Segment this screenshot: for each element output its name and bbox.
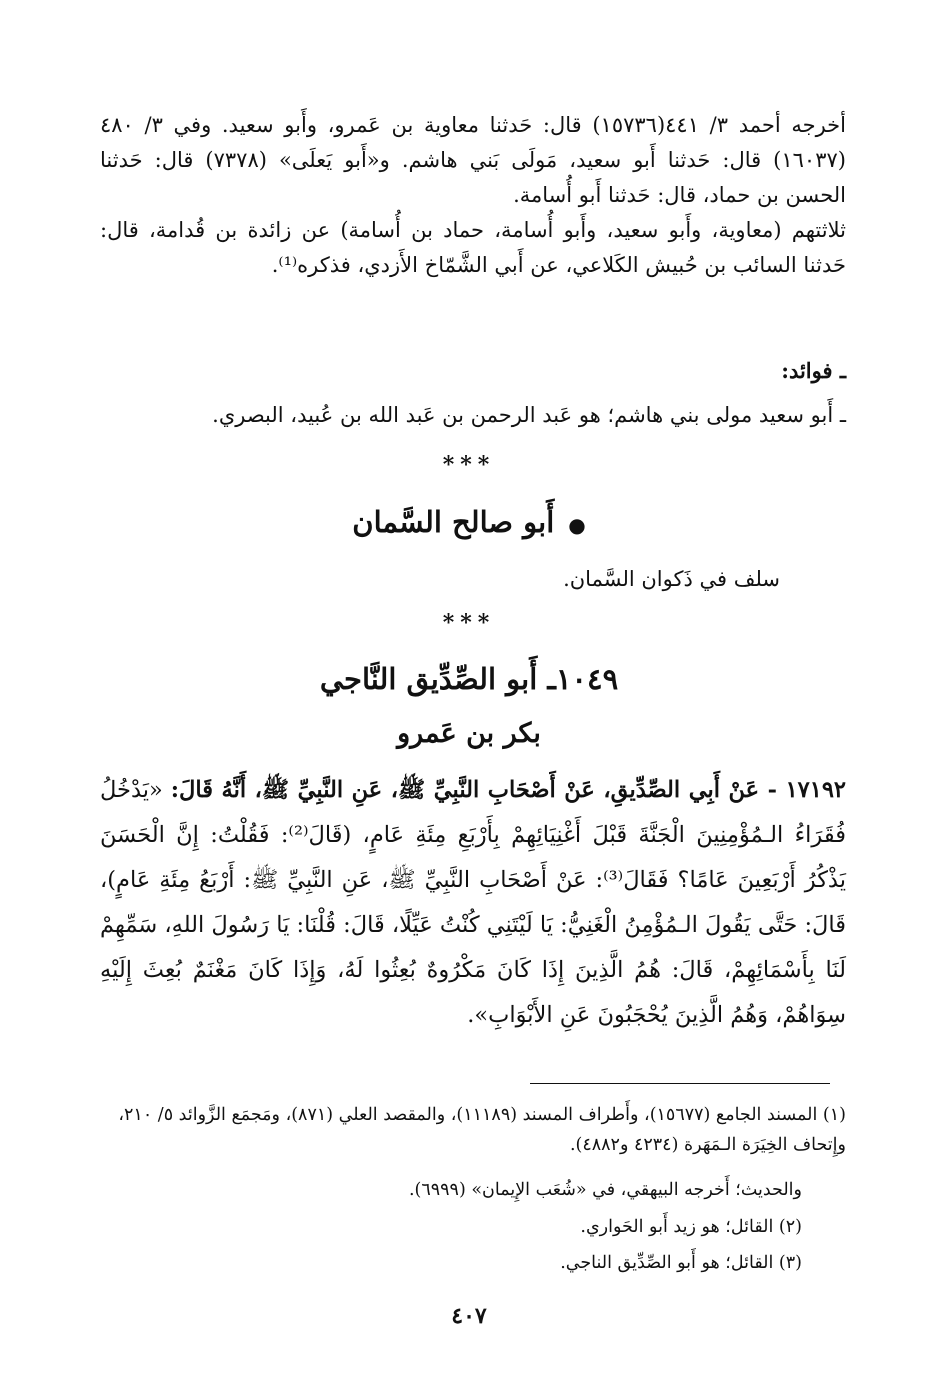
- bullet-icon: ●: [568, 513, 586, 537]
- narrator-name: أَبو صالح السَّمان: [352, 505, 555, 539]
- page-number: ٤٠٧: [451, 1303, 487, 1329]
- footnote-1: (١) المسند الجامع (١٥٦٧٧)، وأَطراف المسند (١١١٨٩)، والمقصد العلي (٨٧١)، ومَجمَع الزَّوائد ٥/ ٢١٠، وإِتحاف الخِيَرَة الـمَهَرة (٤٢٣٤ و٤٨٨٢).: [118, 1105, 846, 1155]
- narrator-subtitle: بكر بن عَمرو: [397, 718, 541, 749]
- footnote-2: (٢) القائل؛ هو زيد أَبو الحَواري.: [580, 1217, 802, 1237]
- section-separator: ***: [442, 452, 496, 478]
- fawaid-heading: ـ فوائد:: [781, 358, 846, 383]
- hadith-matn: «يَدْخُلُ فُقَرَاءُ الـمُؤْمِنِينَ الْجَنَّةَ قَبْلَ أَغْنِيَائِهِمْ بِأَرْبَعِ مِئَةِ عَامٍ، (قَالَ⁽²⁾: فَقُلْتُ: إِنَّ الْحَسَنَ يَذْكُرُ أَرْبَعِينَ عَامًا؟ فَقَالَ⁽³⁾: عَنْ أَصْحَابِ النَّبِيِّ ﷺ، عَنِ النَّبِيِّ ﷺ: أَرْبَعُ مِئَةِ عَامٍ)، قَالَ: حَتَّى يَقُولَ الـمُؤْمِنُ الْغَنِيُّ: يَا لَيْتَنِي كُنْتُ عَيِّلًا، قَالَ: قُلْنَا: يَا رَسُولَ اللهِ، سَمِّهِمْ لَنَا بِأَسْمَائِهِمْ، قَالَ: هُمُ الَّذِينَ إِذَا كَانَ مَكْرُوهٌ بُعِثُوا لَهُ، وَإِذَا كَانَ مَغْنَمٌ بُعِثَ إِلَيْهِ سِوَاهُمْ، وَهُمُ الَّذِينَ يُحْجَبُونَ عَنِ الأَبْوَابِ».: [100, 777, 846, 1028]
- footnote-divider: [530, 1083, 830, 1084]
- cross-reference: سلف في ذَكوان السَّمان.: [563, 567, 780, 591]
- hadith-isnad: ١٧١٩٢ - عَنْ أَبِي الصِّدِّيقِ، عَنْ أَصْحَابِ النَّبِيِّ ﷺ، عَنِ النَّبِيِّ ﷺ، أَنَّهُ قَالَ:: [170, 777, 846, 803]
- footnote-3: (٣) القائل؛ هو أَبو الصِّدِّيق الناجي.: [560, 1253, 802, 1273]
- footnote-1-continued: والحديث؛ أَخرجه البيهقي، في «شُعَب الإِيمان» (٦٩٩٩).: [408, 1180, 802, 1200]
- narrator-heading: ١٠٤٩ـ أَبو الصِّدِّيق النَّاجي: [319, 662, 619, 696]
- section-heading: [0, 505, 938, 539]
- takhrij-paragraph: ثلاثتهم (معاوية، وأَبو سعيد، وأَبو أُسامة، حماد بن أُسامة) عن زائدة بن قُدامة، قال: حَدثنا السائب بن حُبيش الكَلاعي، عن أَبي الشَّمّاخ الأَزدي، فذكره⁽¹⁾.: [100, 218, 846, 277]
- fawaid-note: ـ أَبو سعيد مولى بني هاشم؛ هو عَبد الرحمن بن عَبد الله بن عُبيد، البصري.: [212, 403, 846, 427]
- hadith-text: [100, 768, 846, 1038]
- takhrij-paragraph: أخرجه أحمد ٣/ ٤٤١(١٥٧٣٦) قال: حَدثنا معاوية بن عَمرو، وأَبو سعيد. وفي ٣/ ٤٨٠ (١٦٠٣٧) قال: حَدثنا أَبو سعيد، مَولَى بَني هاشم. و«أَبو يَعلَى» (٧٣٧٨) قال: حَدثنا الحسن بن حماد، قال: حَدثنا أَبو أُسامة.: [100, 113, 846, 207]
- section-separator: ***: [442, 610, 496, 636]
- takhrij-intro: [100, 108, 846, 283]
